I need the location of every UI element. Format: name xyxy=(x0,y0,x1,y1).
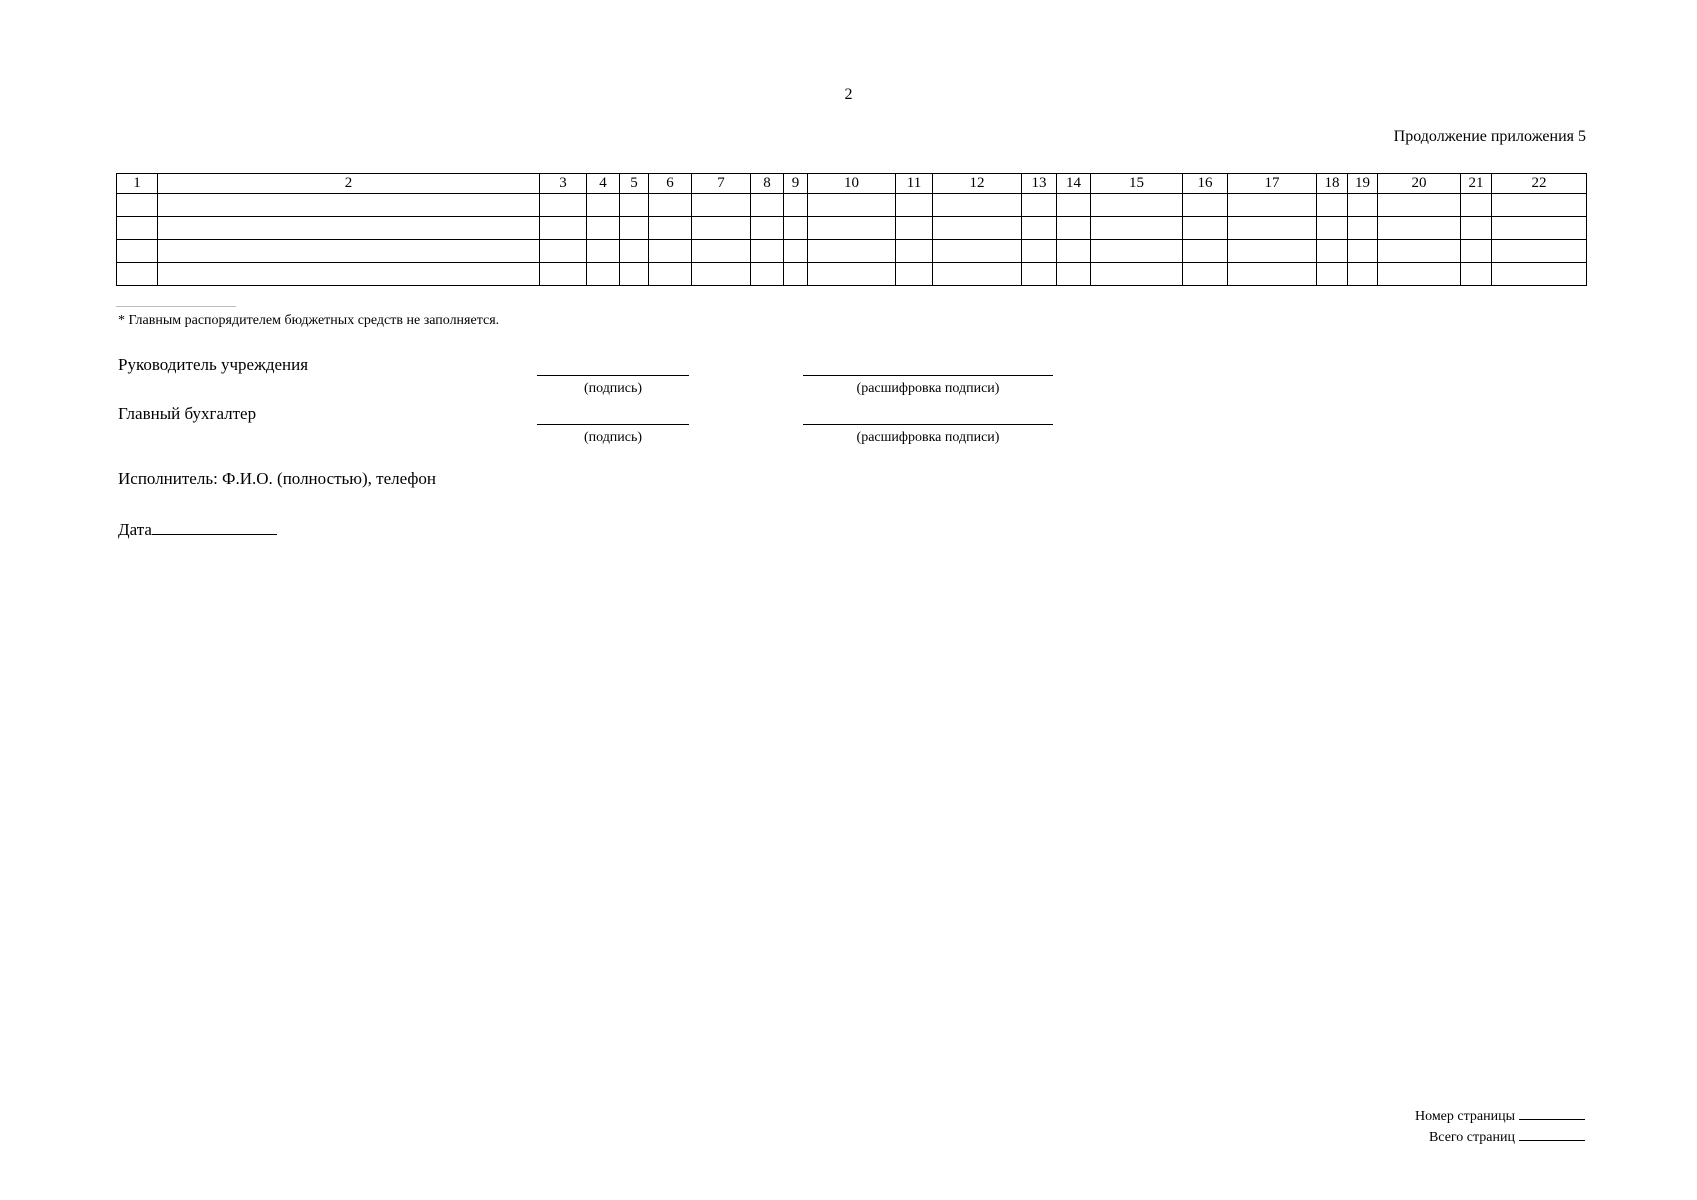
page-number-field xyxy=(1415,1107,1585,1125)
table-cell[interactable] xyxy=(1091,263,1183,286)
table-cell[interactable] xyxy=(1348,217,1378,240)
total-pages-line[interactable] xyxy=(1519,1128,1585,1141)
data-table xyxy=(116,173,1587,286)
table-cell[interactable] xyxy=(1057,217,1091,240)
table-row xyxy=(117,194,1587,217)
table-cell[interactable] xyxy=(784,263,808,286)
table-cell[interactable] xyxy=(896,217,933,240)
executor-label: Исполнитель: Ф.И.О. (полностью), телефон xyxy=(118,469,436,488)
column-number-cell: 20 xyxy=(1378,174,1461,194)
table-cell[interactable] xyxy=(1492,240,1587,263)
table-cell[interactable] xyxy=(1461,240,1492,263)
table-cell[interactable] xyxy=(1317,217,1348,240)
table-cell[interactable] xyxy=(1057,263,1091,286)
table-cell[interactable] xyxy=(620,240,649,263)
table-cell[interactable] xyxy=(751,240,784,263)
table-cell[interactable] xyxy=(1378,240,1461,263)
page-number-label: Номер страницы xyxy=(1414,1109,1515,1124)
table-cell[interactable] xyxy=(1022,263,1057,286)
table-cell[interactable] xyxy=(587,240,620,263)
table-cell[interactable] xyxy=(1348,263,1378,286)
table-cell[interactable] xyxy=(1183,194,1228,217)
table-cell[interactable] xyxy=(1378,263,1461,286)
table-cell[interactable] xyxy=(933,240,1022,263)
table-cell[interactable] xyxy=(1022,217,1057,240)
table-cell[interactable] xyxy=(620,217,649,240)
table-cell[interactable] xyxy=(1022,240,1057,263)
column-number-cell: 8 xyxy=(751,174,784,194)
column-number-cell: 18 xyxy=(1317,174,1348,194)
head-decoding-line[interactable] xyxy=(803,375,1053,376)
column-number-cell: 1 xyxy=(117,174,158,194)
table-cell[interactable] xyxy=(1461,194,1492,217)
table-cell[interactable] xyxy=(1091,194,1183,217)
column-number-cell: 11 xyxy=(896,174,933,194)
table-cell[interactable] xyxy=(1228,217,1317,240)
column-number-cell: 15 xyxy=(1091,174,1183,194)
table-cell[interactable] xyxy=(1461,217,1492,240)
table-cell[interactable] xyxy=(896,240,933,263)
table-cell[interactable] xyxy=(1378,194,1461,217)
page-number-line[interactable] xyxy=(1519,1107,1585,1120)
table-cell[interactable] xyxy=(751,217,784,240)
table-cell[interactable] xyxy=(1492,217,1587,240)
table-cell[interactable] xyxy=(587,217,620,240)
table-cell[interactable] xyxy=(117,240,158,263)
accountant-signature-line[interactable] xyxy=(537,424,689,425)
table-cell[interactable] xyxy=(1461,263,1492,286)
head-of-institution-label: Руководитель учреждения xyxy=(118,355,309,374)
column-number-cell: 12 xyxy=(933,174,1022,194)
total-pages-label: Всего страниц xyxy=(1428,1130,1515,1145)
table-cell[interactable] xyxy=(620,194,649,217)
column-number-cell: 22 xyxy=(1492,174,1587,194)
table-cell[interactable] xyxy=(1022,194,1057,217)
table-cell[interactable] xyxy=(1492,263,1587,286)
table-cell[interactable] xyxy=(784,217,808,240)
table-cell[interactable] xyxy=(158,263,540,286)
date-label: Дата xyxy=(118,520,152,539)
table-cell[interactable] xyxy=(933,263,1022,286)
table-cell[interactable] xyxy=(784,194,808,217)
table-cell[interactable] xyxy=(1228,194,1317,217)
table-cell[interactable] xyxy=(896,194,933,217)
table-cell[interactable] xyxy=(649,240,692,263)
table-cell[interactable] xyxy=(1183,240,1228,263)
column-number-cell: 4 xyxy=(587,174,620,194)
table-cell[interactable] xyxy=(158,194,540,217)
table-cell[interactable] xyxy=(1057,194,1091,217)
head-signature-line[interactable] xyxy=(537,375,689,376)
table-cell[interactable] xyxy=(1317,263,1348,286)
table-cell[interactable] xyxy=(649,263,692,286)
table-cell[interactable] xyxy=(692,217,751,240)
column-number-cell: 19 xyxy=(1348,174,1378,194)
column-number-cell: 21 xyxy=(1461,174,1492,194)
column-number-cell: 2 xyxy=(158,174,540,194)
head-signature-caption: (подпись) xyxy=(583,381,643,396)
table-row xyxy=(117,217,1587,240)
table-cell[interactable] xyxy=(649,217,692,240)
column-number-cell: 5 xyxy=(620,174,649,194)
table-cell[interactable] xyxy=(1378,217,1461,240)
table-cell[interactable] xyxy=(1228,263,1317,286)
date-line[interactable] xyxy=(152,518,277,535)
table-header-row xyxy=(117,174,1587,194)
table-cell[interactable] xyxy=(808,194,896,217)
table-cell[interactable] xyxy=(117,263,158,286)
table-cell[interactable] xyxy=(808,217,896,240)
column-number-cell: 7 xyxy=(692,174,751,194)
table-cell[interactable] xyxy=(540,217,587,240)
table-cell[interactable] xyxy=(1228,240,1317,263)
column-number-cell: 3 xyxy=(540,174,587,194)
accountant-decoding-line[interactable] xyxy=(803,424,1053,425)
head-decoding-caption: (расшифровка подписи) xyxy=(856,381,1000,396)
table-cell[interactable] xyxy=(587,263,620,286)
page-number: 2 xyxy=(844,86,853,103)
column-number-cell: 17 xyxy=(1228,174,1317,194)
chief-accountant-label: Главный бухгалтер xyxy=(118,404,257,423)
table-cell[interactable] xyxy=(587,194,620,217)
table-cell[interactable] xyxy=(158,240,540,263)
column-number-cell: 14 xyxy=(1057,174,1091,194)
table-cell[interactable] xyxy=(784,240,808,263)
accountant-decoding-caption: (расшифровка подписи) xyxy=(856,430,1000,445)
column-number-cell: 16 xyxy=(1183,174,1228,194)
accountant-signature-caption: (подпись) xyxy=(583,430,643,445)
table-cell[interactable] xyxy=(751,263,784,286)
footnote-divider xyxy=(116,306,236,307)
table-cell[interactable] xyxy=(620,263,649,286)
table-cell[interactable] xyxy=(1317,194,1348,217)
total-pages-field xyxy=(1429,1128,1585,1146)
footnote: * Главным распорядителем бюджетных средств не заполняется. xyxy=(118,313,500,328)
table-row xyxy=(117,240,1587,263)
table-cell[interactable] xyxy=(1492,194,1587,217)
table-cell[interactable] xyxy=(896,263,933,286)
table-cell[interactable] xyxy=(933,217,1022,240)
table-cell[interactable] xyxy=(808,263,896,286)
table-cell[interactable] xyxy=(540,194,587,217)
table-cell[interactable] xyxy=(808,240,896,263)
column-number-cell: 9 xyxy=(784,174,808,194)
table-cell[interactable] xyxy=(1183,263,1228,286)
table-cell[interactable] xyxy=(1317,240,1348,263)
table-cell[interactable] xyxy=(117,194,158,217)
table-cell[interactable] xyxy=(540,240,587,263)
date-field xyxy=(118,518,277,540)
column-number-cell: 6 xyxy=(649,174,692,194)
column-number-cell: 13 xyxy=(1022,174,1057,194)
column-number-cell: 10 xyxy=(808,174,896,194)
table-row xyxy=(117,263,1587,286)
table-cell[interactable] xyxy=(649,194,692,217)
table-cell[interactable] xyxy=(692,240,751,263)
table-cell[interactable] xyxy=(1057,240,1091,263)
table-cell[interactable] xyxy=(540,263,587,286)
table-cell[interactable] xyxy=(1091,217,1183,240)
table-cell[interactable] xyxy=(1348,240,1378,263)
table-cell[interactable] xyxy=(692,194,751,217)
table-cell[interactable] xyxy=(692,263,751,286)
table-cell[interactable] xyxy=(158,217,540,240)
table-cell[interactable] xyxy=(1183,217,1228,240)
table-cell[interactable] xyxy=(1348,194,1378,217)
table-cell[interactable] xyxy=(933,194,1022,217)
appendix-label: Продолжение приложения 5 xyxy=(1393,128,1586,145)
table-cell[interactable] xyxy=(1091,240,1183,263)
table-cell[interactable] xyxy=(117,217,158,240)
table-cell[interactable] xyxy=(751,194,784,217)
